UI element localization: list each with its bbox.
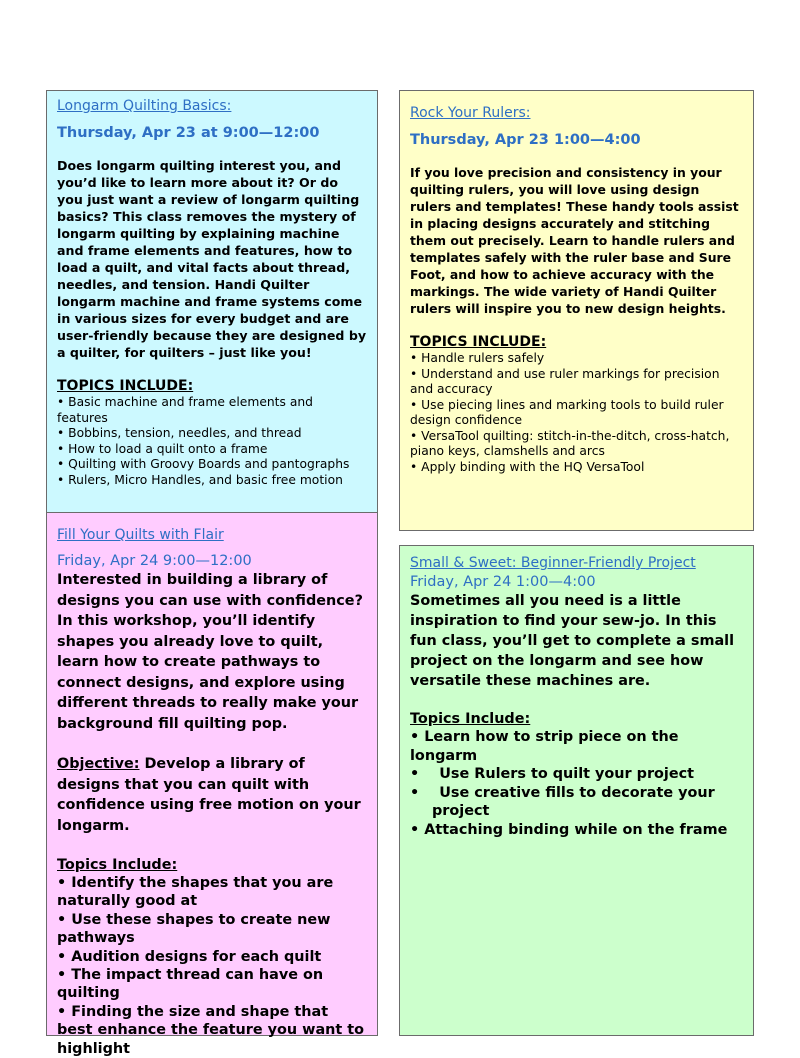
class-description: Does longarm quilting interest you, and you’d like to learn more about it? Or do you just want a review of longarm quilting basics? This class removes the mystery of longarm quilting by explaining machine and frame elements and features, how to load a quilt, and vital facts about thread, needles, and tension. Handi Quilter longarm machine and frame systems come in various sizes for every budget and are user-friendly because they are designed by a quilter, for quilters – just like you! [57, 158, 367, 360]
class-description: If you love precision and consistency in your quilting rulers, you will love using design rulers and templates! These handy tools assist in placing designs accurately and stitching them out precisely. Learn to handle rulers and templates safely with the ruler base and Sure Foot, and how to achieve accuracy with the markings. The wide variety of Handi Quilter rulers will inspire you to new design heights. [410, 165, 739, 316]
list-item: • Handle rulers safely [410, 351, 545, 365]
objective-label: Objective: [57, 756, 140, 772]
list-item: • Understand and use ruler markings for precision and accuracy [410, 366, 720, 396]
list-item: • Learn how to strip piece on the longarm [410, 729, 679, 764]
list-item: • Basic machine and frame elements and features [57, 395, 313, 425]
list-item: • VersaTool quilting: stitch-in-the-ditch, cross-hatch, piano keys, clamshells and arcs [410, 428, 730, 458]
topics-list [410, 728, 743, 840]
list-item: • Use creative fills to decorate your project [410, 784, 715, 820]
class-title-link[interactable]: Longarm Quilting Basics: [57, 98, 232, 114]
list-item: • How to load a quilt onto a frame [57, 441, 268, 456]
topics-heading: TOPICS INCLUDE: [410, 334, 547, 350]
objective-text: Develop a library of designs that you can quilt with confidence using free motion on your longarm. [57, 756, 361, 834]
list-item: • Finding the size and shape that best enhance the feature you want to highlight [57, 1003, 365, 1057]
list-item: • Attaching binding while on the frame [410, 821, 728, 838]
topics-heading: Topics Include: [410, 711, 531, 727]
class-description: Sometimes all you need is a little inspiration to find your sew-jo. In this fun class, you’ll get to complete a small project on the longarm and see how versatile these machines are. [410, 593, 735, 689]
class-date: Thursday, Apr 23 1:00—4:00 [410, 132, 641, 148]
class-card-fill-your-quilts [46, 512, 378, 1057]
class-card-rock-your-rulers [399, 90, 754, 531]
class-title-link[interactable]: Fill Your Quilts with Flair [57, 527, 224, 543]
list-item: • Quilting with Groovy Boards and pantographs [57, 457, 350, 471]
class-objective [57, 754, 367, 836]
topics-list [57, 874, 367, 1058]
list-item: • Bobbins, tension, needles, and thread [57, 426, 302, 440]
class-date: Thursday, Apr 23 at 9:00—12:00 [57, 125, 320, 141]
list-item: • Use piecing lines and marking tools to build ruler design confidence [410, 397, 724, 427]
class-card-small-and-sweet [399, 545, 754, 1036]
class-date: Friday, Apr 24 9:00—12:00 [57, 553, 252, 569]
topics-heading: TOPICS INCLUDE: [57, 378, 194, 394]
list-item: • Identify the shapes that you are naturally good at [57, 875, 334, 910]
list-item: • Rulers, Micro Handles, and basic free motion [57, 472, 343, 487]
list-item: • Audition designs for each quilt [57, 948, 322, 965]
class-description: Interested in building a library of designs you can use with confidence? In this workshop, you’ll identify shapes you already love to quilt, learn how to create pathways to connect designs, and explore using different threads to really make your background fill quilting pop. [57, 572, 363, 732]
topics-list [57, 395, 367, 488]
class-title-link[interactable]: Rock Your Rulers: [410, 105, 531, 121]
topics-heading: Topics Include: [57, 857, 178, 873]
class-date: Friday, Apr 24 1:00—4:00 [410, 574, 596, 590]
list-item: • The impact thread can have on quilting [57, 967, 324, 1002]
class-card-longarm-basics [46, 90, 378, 513]
topics-list [410, 351, 743, 475]
list-item: • Use Rulers to quilt your project [410, 766, 695, 783]
class-title-link[interactable]: Small & Sweet: Beginner-Friendly Project [410, 555, 696, 571]
list-item: • Use these shapes to create new pathways [57, 911, 331, 947]
list-item: • Apply binding with the HQ VersaTool [410, 459, 645, 474]
